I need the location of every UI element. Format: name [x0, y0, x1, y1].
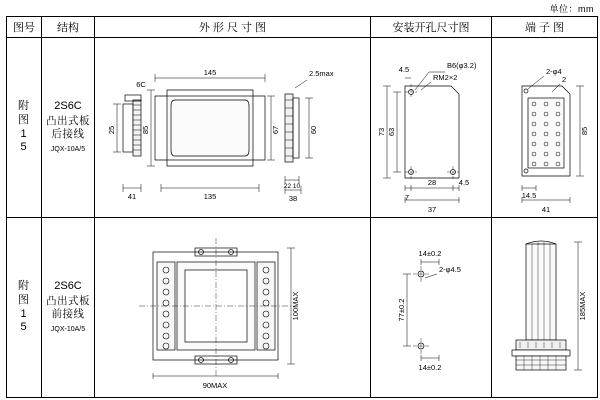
outline-cell-1 [95, 38, 371, 218]
fig-no-char: 附 [18, 280, 30, 292]
dim-63: 63 [387, 127, 396, 137]
dim-85: 85 [141, 125, 150, 135]
mounting-drawing-2 [371, 218, 491, 397]
structure-model: 2S6C [54, 100, 82, 113]
table-row [7, 218, 598, 398]
table-row [7, 38, 598, 218]
dim-b6: B6(φ3.2) [447, 61, 477, 70]
dim-7: 7 [404, 193, 410, 202]
structure-cell-1 [42, 38, 95, 218]
header-fig-no: 图号 [7, 17, 42, 38]
dim-60: 60 [309, 125, 318, 135]
header-terminal: 端 子 图 [492, 17, 598, 38]
terminal-cell-1 [492, 38, 598, 218]
outline-cell-2 [95, 218, 371, 398]
dim-25max: 2.5max [309, 69, 334, 78]
terminal-drawing-1 [492, 38, 597, 217]
dim-145: 145 [203, 68, 217, 77]
dim-2phi4: 2-φ4 [546, 67, 562, 76]
dim-6c: 6C [136, 80, 146, 89]
header-structure: 结构 [42, 17, 95, 38]
dim-67: 67 [271, 125, 280, 135]
fig-no-char: 图 [18, 113, 30, 126]
dim-100max: 100MAX [291, 291, 300, 321]
header-mounting: 安装开孔尺寸图 [371, 17, 492, 38]
structure-desc: 凸出式板后接线 [46, 115, 90, 140]
dim-135: 135 [203, 192, 217, 201]
dim-85-term: 85 [580, 126, 589, 136]
fig-no-char: 附 [18, 100, 30, 112]
fig-no-cell-2 [7, 218, 42, 398]
dim-37: 37 [427, 205, 437, 214]
dim-38: 38 [288, 194, 298, 203]
dim-45-top: 4.5 [398, 65, 410, 74]
terminal-cell-2 [492, 218, 598, 398]
outline-drawing-1 [95, 38, 370, 217]
unit-note: 单位：mm [549, 4, 594, 14]
header-outline: 外 形 尺 寸 图 [95, 17, 371, 38]
dimension-table [6, 16, 598, 398]
structure-model: 2S6C [54, 280, 82, 293]
dim-rm2: RM2×2 [433, 73, 458, 82]
table-header-row [7, 17, 598, 38]
dim-28: 28 [427, 178, 437, 187]
dim-77: 77±0.2 [397, 298, 406, 322]
mounting-cell-1 [371, 38, 492, 218]
dim-2phi45: 2-φ4.5 [439, 265, 461, 274]
structure-desc: 凸出式板前接线 [46, 295, 90, 320]
dim-22-10: 22 10 [283, 183, 301, 190]
dim-145-term: 14.5 [521, 191, 537, 200]
fig-no-char: 5 [20, 141, 28, 154]
dim-45-right: 4.5 [458, 178, 470, 187]
fig-no-char: 1 [20, 127, 28, 140]
fig-no-char: 1 [20, 307, 28, 320]
fig-no-cell-1 [7, 38, 42, 218]
terminal-drawing-2 [492, 218, 597, 397]
fig-no-char: 5 [20, 321, 28, 334]
dim-73: 73 [377, 127, 386, 137]
dim-41-term: 41 [541, 205, 551, 214]
dim-14-top: 14±0.2 [418, 249, 442, 258]
dim-2: 2 [562, 75, 567, 84]
structure-cell-2 [42, 218, 95, 398]
structure-code: JQX-10A/5 [50, 326, 86, 334]
dim-90max: 90MAX [202, 381, 228, 390]
dim-25: 25 [107, 125, 116, 135]
outline-drawing-2 [95, 218, 370, 397]
mounting-drawing-1 [371, 38, 491, 217]
dim-14-bottom: 14±0.2 [418, 363, 442, 372]
mounting-cell-2 [371, 218, 492, 398]
structure-code: JQX-10A/5 [50, 146, 86, 154]
dim-185max: 185MAX [578, 291, 587, 321]
fig-no-char: 图 [18, 293, 30, 306]
dim-41: 41 [127, 192, 137, 201]
